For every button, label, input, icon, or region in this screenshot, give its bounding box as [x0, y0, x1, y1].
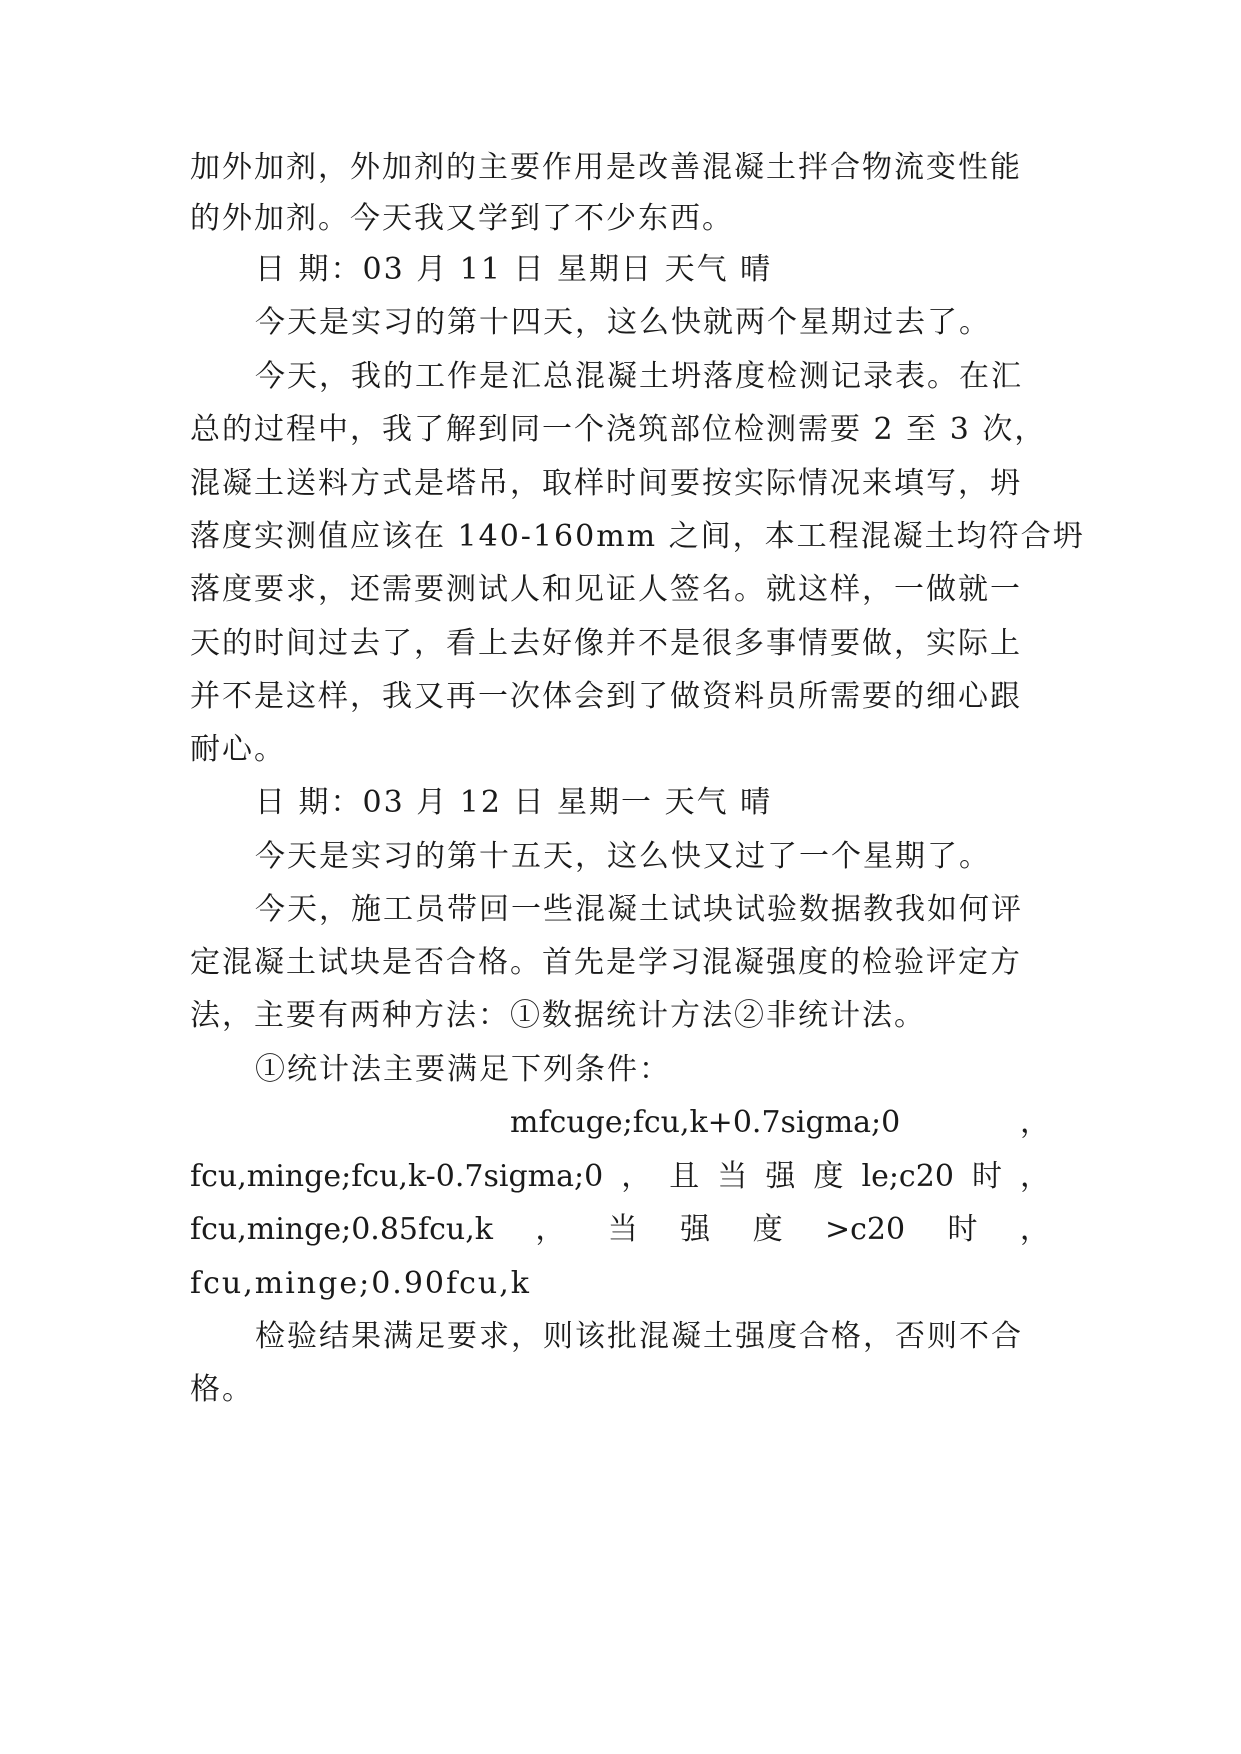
formula-line: fcu,minge;0.90fcu,k [190, 1266, 531, 1301]
paragraph-line: 混凝土送料方式是塔吊，取样时间要按实际情况来填写，坍 [190, 466, 1022, 501]
formula-line [190, 1157, 1050, 1197]
formula-text: 强 [680, 1212, 711, 1247]
paragraph-line: 格。 [190, 1372, 254, 1407]
paragraph-line: 耐心。 [190, 732, 286, 767]
formula-text: fcu,minge;0.85fcu,k [190, 1212, 493, 1247]
paragraph-line: 天的时间过去了，看上去好像并不是很多事情要做，实际上 [190, 626, 1022, 661]
formula-text: ， [1020, 1105, 1050, 1140]
formula-text: mfcuge;fcu,k+0.7sigma;0 [510, 1105, 901, 1140]
paragraph-line: 并不是这样，我又再一次体会到了做资料员所需要的细心跟 [190, 679, 1022, 714]
formula-text: >c20 [824, 1212, 906, 1247]
paragraph-line: 总的过程中，我了解到同一个浇筑部位检测需要 2 至 3 次， [190, 412, 1047, 447]
formula-text: 当 [607, 1212, 638, 1247]
formula-text: ， [1019, 1212, 1050, 1247]
formula-text: 度 [752, 1212, 783, 1247]
formula-text: 强 [765, 1159, 796, 1194]
formula-line [190, 1210, 1050, 1250]
formula-text: 度 [813, 1159, 844, 1194]
formula-text: 时 [947, 1212, 978, 1247]
formula-text: ， [621, 1159, 652, 1194]
paragraph-line: 加外加剂，外加剂的主要作用是改善混凝土拌合物流变性能 [190, 150, 1022, 185]
formula-text: 且 [669, 1159, 700, 1194]
paragraph-line: 检验结果满足要求，则该批混凝土强度合格，否则不合 [255, 1319, 1023, 1354]
paragraph-line: ①统计法主要满足下列条件： [255, 1052, 671, 1087]
paragraph-line: 法，主要有两种方法：①数据统计方法②非统计法。 [190, 998, 926, 1033]
formula-text: ， [535, 1212, 566, 1247]
paragraph-line: 的外加剂。今天我又学到了不少东西。 [190, 201, 734, 236]
paragraph-line: 今天，施工员带回一些混凝土试块试验数据教我如何评 [255, 892, 1023, 927]
paragraph-line: 落度要求，还需要测试人和见证人签名。就这样，一做就一 [190, 572, 1022, 607]
formula-text: 当 [717, 1159, 748, 1194]
formula-text: fcu,minge;fcu,k-0.7sigma;0 [190, 1159, 604, 1194]
date-line: 日 期：03 月 12 日 星期一 天气 晴 [255, 785, 773, 820]
formula-text: ， [1020, 1159, 1050, 1194]
paragraph-line: 定混凝土试块是否合格。首先是学习混凝强度的检验评定方 [190, 945, 1022, 980]
formula-text: le;c20 [861, 1159, 954, 1194]
paragraph-line: 今天是实习的第十四天，这么快就两个星期过去了。 [255, 305, 991, 340]
date-line: 日 期：03 月 11 日 星期日 天气 晴 [255, 252, 773, 287]
paragraph-line: 今天是实习的第十五天，这么快又过了一个星期了。 [255, 839, 991, 874]
formula-line [510, 1103, 1050, 1143]
paragraph-line: 落度实测值应该在 140-160mm 之间，本工程混凝土均符合坍 [190, 519, 1085, 554]
paragraph-line: 今天，我的工作是汇总混凝土坍落度检测记录表。在汇 [255, 359, 1023, 394]
formula-text: 时 [971, 1159, 1002, 1194]
